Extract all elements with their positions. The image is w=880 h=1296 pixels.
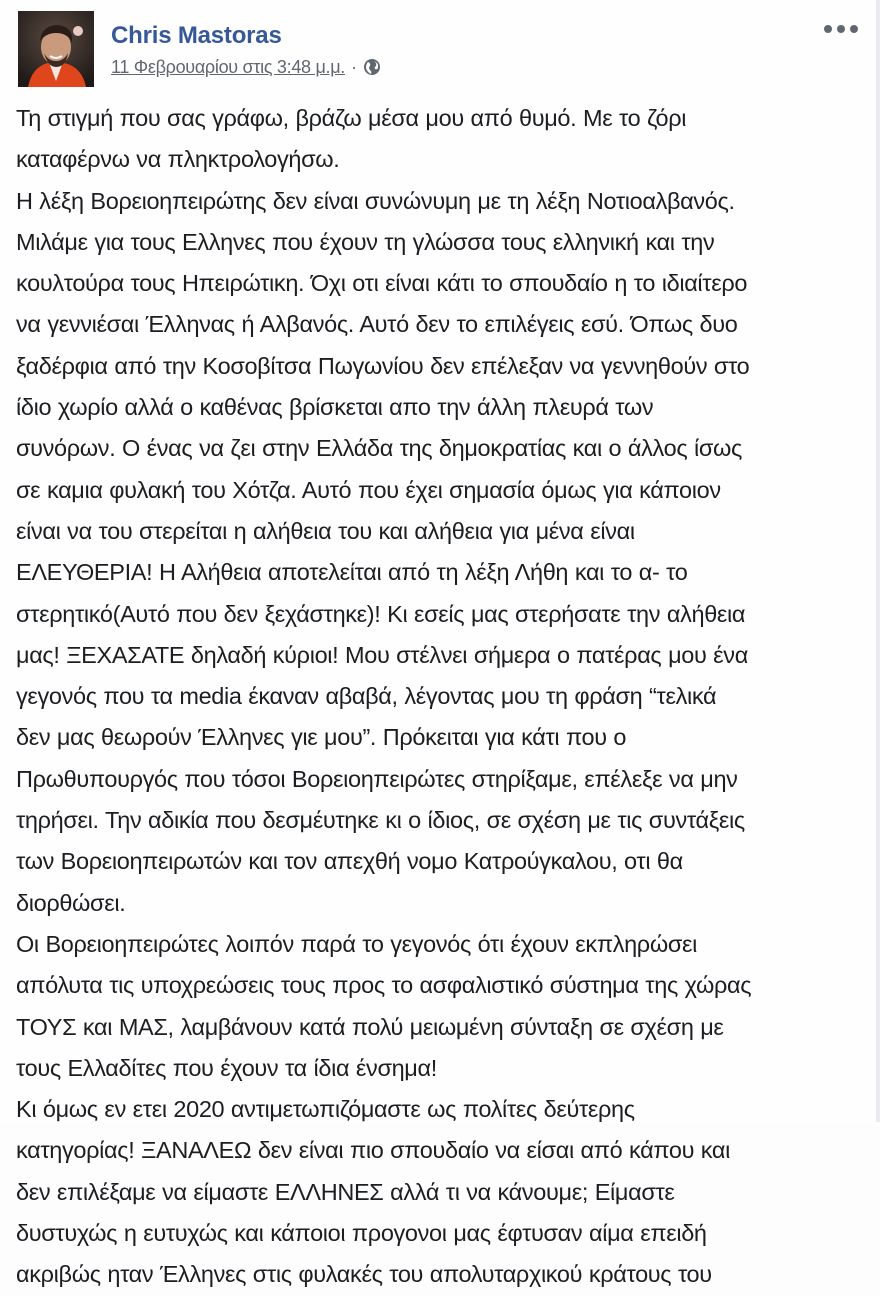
post-text-line: ακριβώς ηταν Έλληνες στις φυλακές του απολυταρχικού κράτους του <box>16 1261 712 1288</box>
post-text-line: κουλτούρα τους Ηπειρώτικη. Όχι οτι είναι κάτι το σπουδαίο η το ιδιαίτερο <box>16 270 748 297</box>
post-text-line: δεν μας θεωρούν Έλληνες γιε μου”. Πρόκειται για κάτι που ο <box>16 724 627 751</box>
post-text-line: μας! ΞΕΧΑΣΑΤΕ δηλαδή κύριοι! Μου στέλνει σήμερα ο πατέρας μου ένα <box>16 641 748 668</box>
post-text-line: κατηγορίας! ΞΑΝΑΛΕΩ δεν είναι πιο σπουδαίο να είσαι από κάπου και <box>16 1137 730 1164</box>
post-text-line: τηρήσει. Την αδικία που δεσμέυτηκε κι ο ίδιος, σε σχέση με τις συντάξεις <box>16 807 745 834</box>
more-options-dot-icon <box>837 25 845 33</box>
post-text-line: ΤΟΥΣ και ΜΑΣ, λαμβάνουν κατά πολύ μειωμένη σύνταξη σε σχέση με <box>16 1013 724 1040</box>
post-text-line: δυστυχώς η ευτυχώς και κάποιοι προγονοι μας έφτυσαν αίμα επειδή <box>16 1220 707 1247</box>
post-text-line: Κι όμως εν ετει 2020 αντιμετωπιζόμαστε ως πολίτες δεύτερης <box>16 1096 635 1123</box>
post-text-line: Μιλάμε για τους Ελληνες που έχουν τη γλώσσα τους ελληνική και την <box>16 228 715 255</box>
more-options-button[interactable] <box>824 22 858 36</box>
post-text-line: καταφέρνω να πληκτρολογήσω. <box>16 146 340 173</box>
post-text-line: απόλυτα τις υποχρεώσεις τους προς το ασφαλιστικό σύστημα της χώρας <box>16 972 752 999</box>
post-text-line: γεγονός που τα media έκαναν αβαβά, λέγοντας μου τη φράση “τελικά <box>16 683 717 710</box>
post-body <box>16 98 866 1296</box>
more-options-dot-icon <box>850 25 858 33</box>
avatar-photo-icon <box>18 11 94 87</box>
post-timestamp-link[interactable]: 11 Φεβρουαρίου στις 3:48 μ.μ. <box>111 56 345 77</box>
post-text-line: δεν επιλέξαμε να είμαστε ΕΛΛΗΝΕΣ αλλά τι να κάνουμε; Είμαστε <box>16 1178 675 1205</box>
more-options-dot-icon <box>824 25 832 33</box>
globe-icon[interactable] <box>363 58 381 76</box>
post-text-line: συνόρων. Ο ένας να ζει στην Ελλάδα της δημοκρατίας και ο άλλος ίσως <box>16 435 742 462</box>
post-text-line: είναι να του στερείται η αλήθεια του και αλήθεια για μένα είναι <box>16 517 635 544</box>
post-text-line: Πρωθυπουργός που τόσοι Βορειοηπειρώτες στηρίξαμε, επέλεξε να μην <box>16 765 738 792</box>
post-text-line: στερητικό(Αυτό που δεν ξεχάστηκε)! Κι εσείς μας στερήσατε την αλήθεια <box>16 600 746 627</box>
post-text-line: διορθώσει. <box>16 889 126 916</box>
post-text-line: ΕΛΕΥΘΕΡΙΑ! Η Αλήθεια αποτελείται από τη λέξη Λήθη και το α- το <box>16 559 688 586</box>
post-text-line: να γεννιέσαι Έλληνας ή Αλβανός. Αυτό δεν το επιλέγεις εσύ. Όπως δυο <box>16 311 738 338</box>
post-text-line: ίδιο χωρίο αλλά ο καθένας βρίσκεται απο την άλλη πλευρά των <box>16 394 654 421</box>
post-text-line: Τη στιγμή που σας γράφω, βράζω μέσα μου από θυμό. Με το ζόρι <box>16 105 687 131</box>
panel-border <box>876 0 880 1122</box>
post-text-line: ξαδέρφια από την Κοσοβίτσα Πωγωνίου δεν επέλεξαν να γεννηθούν στο <box>16 352 750 379</box>
post-text-line: τους Ελλαδίτες που έχουν τα ίδια ένσημα! <box>16 1054 437 1081</box>
post-text-line: Οι Βορειοηπειρώτες λοιπόν παρά το γεγονός ότι έχουν εκπληρώσει <box>16 930 697 957</box>
post-text-line: Η λέξη Βορειοηπειρώτης δεν είναι συνώνυμη με τη λέξη Νοτιοαλβανός. <box>16 187 735 214</box>
post-text-line: σε καμια φυλακή του Χότζα. Αυτό που έχει σημασία όμως για κάποιον <box>16 476 721 503</box>
post-meta <box>111 21 381 78</box>
author-name-link[interactable]: Chris Mastoras <box>111 21 282 49</box>
separator-dot: · <box>351 56 357 77</box>
post-header <box>18 10 381 88</box>
post-text-line: των Βορειοηπειρωτών και τον απεχθή νομο Κατρούγκαλου, οτι θα <box>16 848 683 875</box>
author-avatar[interactable] <box>18 11 94 87</box>
post-subline <box>111 57 381 78</box>
